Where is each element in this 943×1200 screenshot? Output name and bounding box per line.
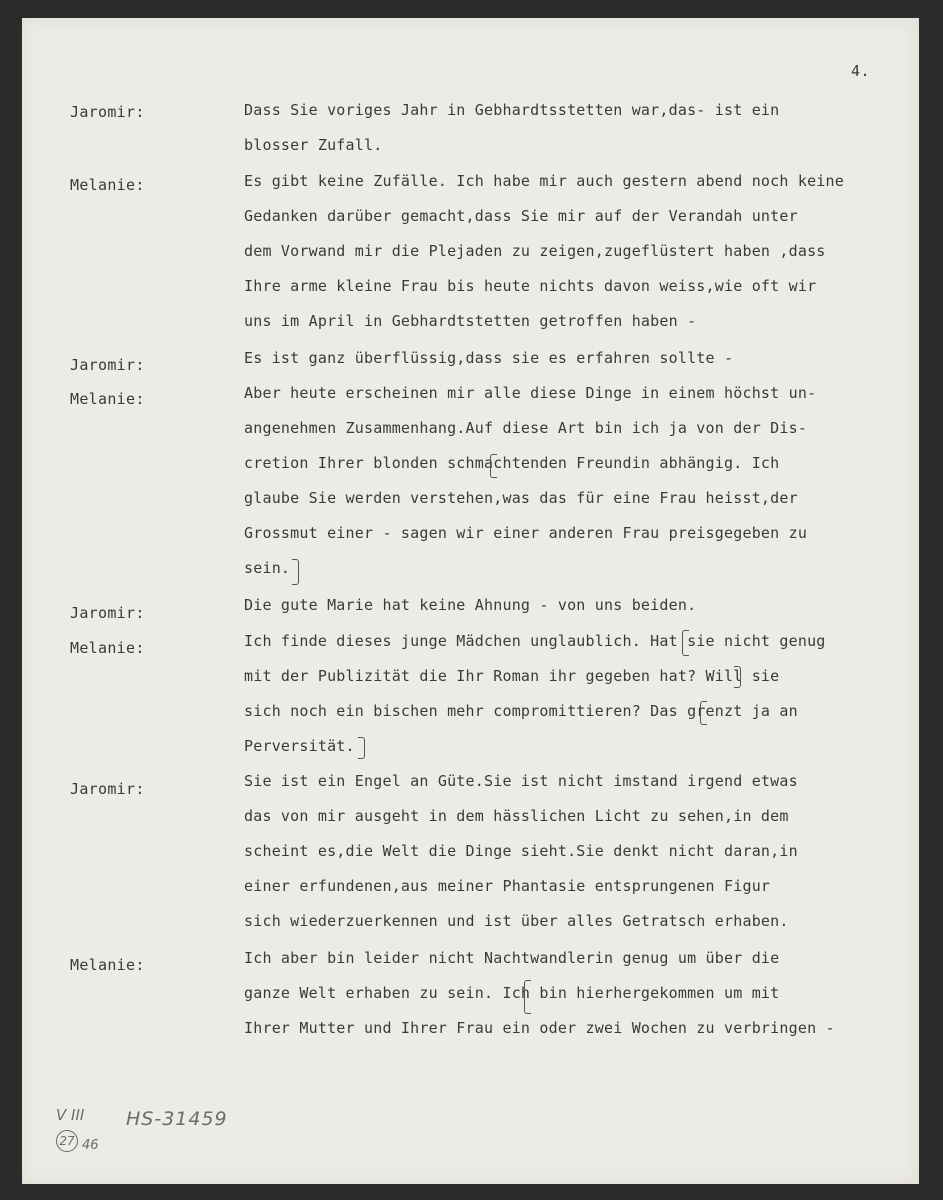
dialogue-line: Es ist ganz überflüssig,dass sie es erfahren sollte -	[244, 349, 734, 367]
dialogue-line: sich wiederzuerkennen und ist über alles Getratsch erhaben.	[244, 912, 789, 930]
dialogue-line: Ich finde dieses junge Mädchen unglaublich. Hat sie nicht genug	[244, 632, 826, 650]
dialogue-line: cretion Ihrer blonden schmachtenden Freundin abhängig. Ich	[244, 454, 780, 472]
dialogue-line: Gedanken darüber gemacht,dass Sie mir auf der Verandah unter	[244, 207, 798, 225]
dialogue-line: sich noch ein bischen mehr compromittieren? Das grenzt ja an	[244, 702, 798, 720]
typescript-page	[22, 18, 919, 1184]
speaker-label: Melanie:	[70, 390, 145, 408]
dialogue-line: Es gibt keine Zufälle. Ich habe mir auch gestern abend noch keine	[244, 172, 844, 190]
archive-folio-number: 46	[82, 1138, 99, 1153]
speaker-label: Melanie:	[70, 176, 145, 194]
pencil-bracket	[682, 630, 689, 656]
page-number: 4.	[851, 62, 871, 80]
speaker-label: Jaromir:	[70, 356, 145, 374]
dialogue-line: einer erfundenen,aus meiner Phantasie entsprungenen Figur	[244, 877, 771, 895]
dialogue-line: Perversität.	[244, 737, 355, 755]
dialogue-line: uns im April in Gebhardtstetten getroffen haben -	[244, 312, 697, 330]
dialogue-line: Ihrer Mutter und Ihrer Frau ein oder zwei Wochen zu verbringen -	[244, 1019, 835, 1037]
archive-signature: HS-31459	[126, 1108, 228, 1130]
speaker-label: Jaromir:	[70, 604, 145, 622]
dialogue-line: Grossmut einer - sagen wir einer anderen Frau preisgegeben zu	[244, 524, 808, 542]
dialogue-line: scheint es,die Welt die Dinge sieht.Sie denkt nicht daran,in	[244, 842, 798, 860]
dialogue-line: Dass Sie voriges Jahr in Gebhardtsstetten war,das- ist ein	[244, 101, 780, 119]
pencil-bracket	[700, 701, 707, 725]
dialogue-line: angenehmen Zusammenhang.Auf diese Art bin ich ja von der Dis-	[244, 419, 808, 437]
pencil-bracket	[524, 980, 531, 1014]
speaker-label: Melanie:	[70, 956, 145, 974]
pencil-bracket	[358, 737, 365, 759]
archive-circled-number: 27	[56, 1130, 78, 1152]
dialogue-line: Die gute Marie hat keine Ahnung - von uns beiden.	[244, 596, 697, 614]
dialogue-line: Aber heute erscheinen mir alle diese Dinge in einem höchst un-	[244, 384, 817, 402]
dialogue-line: ganze Welt erhaben zu sein. Ich bin hierhergekommen um mit	[244, 984, 780, 1002]
dialogue-line: blosser Zufall.	[244, 136, 383, 154]
dialogue-line: glaube Sie werden verstehen,was das für eine Frau heisst,der	[244, 489, 798, 507]
dialogue-line: Sie ist ein Engel an Güte.Sie ist nicht imstand irgend etwas	[244, 772, 798, 790]
speaker-label: Jaromir:	[70, 780, 145, 798]
pencil-bracket	[490, 454, 497, 478]
dialogue-line: dem Vorwand mir die Plejaden zu zeigen,zugeflüstert haben ,dass	[244, 242, 826, 260]
pencil-bracket	[292, 559, 299, 585]
dialogue-line: mit der Publizität die Ihr Roman ihr gegeben hat? Will sie	[244, 667, 780, 685]
dialogue-line: Ich aber bin leider nicht Nachtwandlerin genug um über die	[244, 949, 780, 967]
pencil-bracket	[734, 666, 741, 688]
archive-volume-mark: V III	[56, 1106, 85, 1124]
dialogue-line: das von mir ausgeht in dem hässlichen Licht zu sehen,in dem	[244, 807, 789, 825]
dialogue-line: Ihre arme kleine Frau bis heute nichts davon weiss,wie oft wir	[244, 277, 817, 295]
dialogue-line: sein.	[244, 559, 291, 577]
speaker-label: Jaromir:	[70, 103, 145, 121]
speaker-label: Melanie:	[70, 639, 145, 657]
